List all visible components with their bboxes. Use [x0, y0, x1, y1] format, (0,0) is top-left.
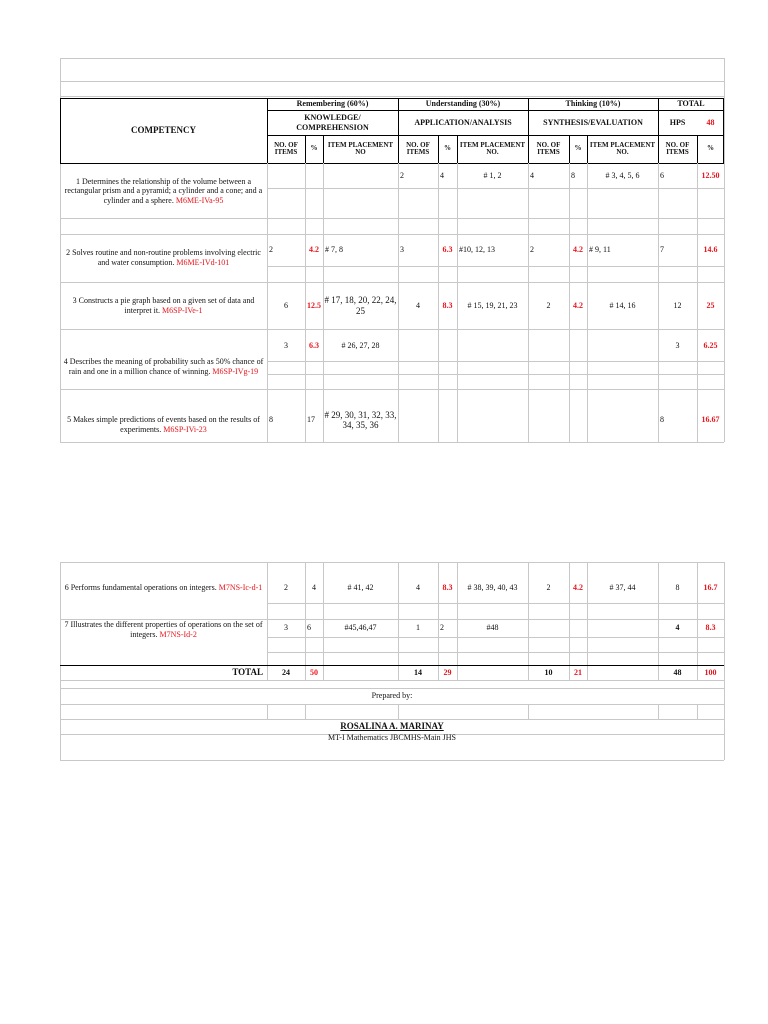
hps-value: 48 [706, 117, 715, 127]
totals-k-items: 24 [282, 667, 290, 677]
a-items-cell: 1 [416, 623, 420, 633]
totals-s-items: 10 [544, 667, 553, 677]
competency-cell: 1 Determines the relationship of the volume between a rectangular prism and a pyramid; a cylinder and a cone; and a cylinder and a sphere. M6ME-IVa-95 [64, 176, 263, 205]
a-items-cell: 4 [416, 300, 420, 310]
competency-cell: 4 Describes the meaning of probability such as 50% chance of rain and one in a million chance of winning. M6SP-IVg-19 [63, 356, 264, 376]
tos-table-top [60, 58, 724, 442]
a-placement-header: ITEM PLACEMENT NO. [459, 140, 526, 156]
a-percent-header: % [444, 144, 451, 153]
s-placement-cell: # 3, 4, 5, 6 [605, 171, 640, 181]
a-placement-cell: # 38, 39, 40, 43 [467, 582, 518, 592]
understanding-header: Understanding (30%) [425, 99, 501, 109]
t-percent-header: % [707, 144, 714, 153]
k-pct-cell: 12.5 [307, 300, 321, 310]
totals-a-pct: 29 [443, 667, 452, 677]
competency-code: M6ME-IVd-101 [176, 258, 230, 267]
competency-cell: 3 Constructs a pie graph based on a given set of data and interpret it. M6SP-IVe-1 [72, 295, 255, 315]
a-items-cell: 4 [416, 582, 420, 592]
a-placement-cell: # 15, 19, 21, 23 [467, 300, 518, 310]
t-pct-cell: 12.50 [701, 171, 720, 181]
competency-header: COMPETENCY [131, 125, 196, 136]
s-pct-cell: 8 [571, 171, 575, 181]
k-pct-cell: 4.2 [309, 245, 319, 255]
remembering-header: Remembering (60%) [296, 99, 369, 109]
a-pct-cell: 8.3 [442, 300, 453, 310]
a-items-cell: 3 [400, 245, 404, 255]
competency-code: M6SP-IVg-19 [212, 366, 259, 376]
s-placement-cell: # 9, 11 [589, 245, 611, 255]
a-placement-cell: # 1, 2 [483, 171, 502, 181]
totals-t-pct: 100 [704, 667, 717, 677]
thinking-header: Thinking (10%) [565, 99, 621, 109]
t-items-cell: 6 [660, 171, 664, 181]
s-pct-cell: 4.2 [573, 245, 583, 255]
s-placement-header: ITEM PLACEMENT NO. [589, 140, 656, 156]
k-placement-cell: # 7, 8 [325, 245, 343, 255]
t-pct-cell: 8.3 [705, 623, 716, 633]
preparer-position: MT-I Mathematics JBCMHS-Main JHS [328, 733, 456, 743]
s-items-cell: 2 [530, 245, 534, 255]
s-pct-cell: 4.2 [573, 300, 583, 310]
totals-k-pct: 50 [310, 667, 318, 677]
a-pct-cell: 6.3 [442, 245, 453, 255]
a-pct-cell: 4 [440, 171, 444, 181]
t-items-cell: 7 [660, 245, 664, 255]
k-items-cell: 3 [284, 623, 288, 633]
competency-cell: 6 Performs fundamental operations on integers. M7NS-Ic-d-1 [64, 583, 263, 593]
application-header: APPLICATION/ANALYSIS [414, 117, 512, 127]
competency-cell: 5 Makes simple predictions of events based on the results of experiments. M6SP-IVi-23 [67, 415, 260, 434]
s-items-cell: 2 [546, 582, 551, 592]
k-items-cell: 2 [284, 582, 288, 592]
a-no-of-items-header: NO. OF ITEMS [406, 140, 430, 156]
k-pct-cell: 6.3 [309, 340, 319, 350]
prepared-by-label: Prepared by: [371, 691, 413, 701]
a-pct-cell: 8.3 [442, 582, 453, 592]
a-items-cell: 2 [400, 171, 404, 181]
t-pct-cell: 16.7 [703, 582, 718, 592]
k-placement-cell: # 17, 18, 20, 22, 24, 25 [324, 295, 397, 316]
k-placement-header: ITEM PLACEMENT NO [327, 140, 394, 156]
total-header: TOTAL [677, 99, 705, 109]
t-pct-cell: 16.67 [701, 415, 720, 425]
k-placement-cell: # 26, 27, 28 [341, 340, 380, 350]
t-items-cell: 8 [675, 582, 680, 592]
s-placement-cell: # 37, 44 [609, 582, 636, 592]
competency-cell: 2 Solves routine and non-routine problems involving electric and water consumption. M6ME-IVd-101 [66, 248, 261, 267]
hps-label: HPS [669, 117, 686, 127]
totals-label: TOTAL [232, 667, 263, 678]
competency-code: M6ME-IVa-95 [175, 195, 224, 205]
s-items-cell: 4 [530, 171, 534, 181]
t-pct-cell: 25 [706, 300, 715, 310]
s-no-of-items-header: NO. OF ITEMS [536, 140, 561, 156]
knowledge-header: KNOWLEDGE/ COMPREHENSION [296, 113, 369, 132]
k-percent-header: % [310, 144, 318, 153]
t-items-cell: 12 [673, 300, 682, 310]
competency-code: M6SP-IVi-23 [163, 425, 207, 434]
k-items-cell: 6 [284, 300, 288, 310]
totals-t-items: 48 [673, 667, 682, 677]
synthesis-header: SYNTHESIS/EVALUATION [543, 117, 643, 127]
t-pct-cell: 6.25 [703, 340, 718, 350]
k-pct-cell: 6 [307, 623, 311, 633]
t-no-of-items-header: NO. OF ITEMS [665, 140, 690, 156]
k-pct-cell: 17 [307, 415, 315, 425]
preparer-name: ROSALINA A. MARINAY [340, 721, 444, 732]
k-placement-cell: # 29, 30, 31, 32, 33, 34, 35, 36 [324, 409, 397, 430]
totals-a-items: 14 [414, 667, 422, 677]
t-pct-cell: 14.6 [703, 245, 718, 255]
k-items-cell: 2 [269, 245, 273, 255]
s-percent-header: % [574, 144, 582, 153]
a-placement-cell: #10, 12, 13 [459, 245, 495, 255]
competency-code: M7NS-Ic-d-1 [218, 583, 263, 593]
t-items-cell: 3 [675, 340, 680, 350]
s-items-cell: 2 [546, 300, 551, 310]
competency-code: M7NS-Id-2 [159, 630, 197, 639]
k-items-cell: 8 [269, 415, 273, 425]
s-pct-cell: 4.2 [573, 582, 583, 592]
t-items-cell: 8 [660, 415, 664, 425]
k-placement-cell: # 41, 42 [347, 582, 374, 592]
k-items-cell: 3 [284, 340, 288, 350]
a-placement-cell: #48 [486, 623, 499, 633]
k-pct-cell: 4 [312, 582, 316, 592]
totals-s-pct: 21 [574, 667, 582, 677]
t-items-cell: 4 [675, 623, 680, 633]
s-placement-cell: # 14, 16 [609, 300, 636, 310]
k-placement-cell: #45,46,47 [344, 623, 377, 633]
competency-code: M6SP-IVe-1 [162, 305, 203, 315]
competency-cell: 7 Illustrates the different properties of operations on the set of integers. M7NS-Id-2 [64, 620, 263, 639]
tos-table-bottom [60, 562, 724, 760]
k-no-of-items-header: NO. OF ITEMS [274, 140, 298, 156]
a-pct-cell: 2 [440, 623, 444, 633]
